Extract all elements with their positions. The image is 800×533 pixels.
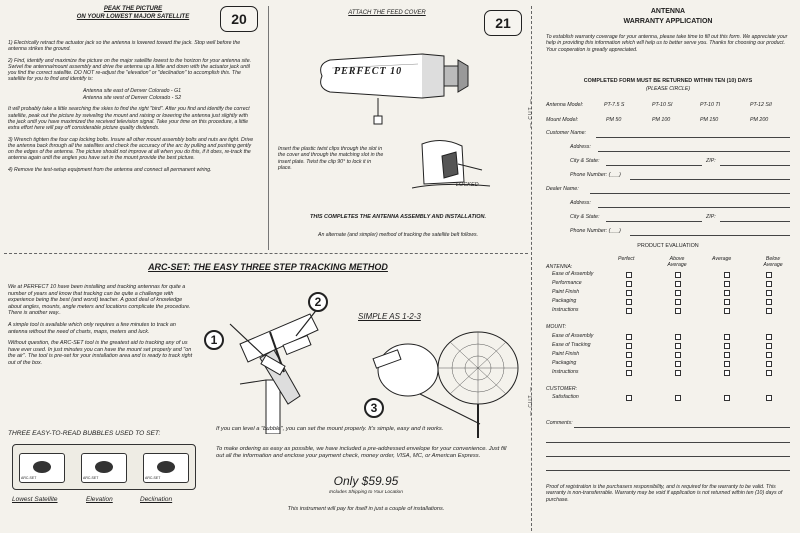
pays-for-itself: This instrument will pay for itself in just a couple of installations. — [287, 506, 445, 512]
evaluation-checkbox[interactable] — [724, 290, 730, 296]
mount-model-option[interactable]: PM 150 — [700, 117, 719, 123]
bubble-label-declination: Declination — [140, 496, 173, 503]
evaluation-checkbox[interactable] — [675, 281, 681, 287]
comments-label: Comments: — [546, 420, 573, 426]
evaluation-checkbox[interactable] — [766, 370, 772, 376]
customer-name-label: Customer Name: — [546, 130, 587, 136]
step-1-text: 1) Electrically retract the actuator jack so the antenna is lowered toward the jack. Stop well before the antenna strikes the ground. — [8, 40, 241, 53]
tool-label-3: ARC-SET — [145, 476, 161, 480]
tool-label-2: ARC-SET — [83, 476, 99, 480]
antenna-group-label: ANTENNA: — [546, 264, 573, 270]
dealer-address-label: Address: — [570, 200, 591, 206]
simple-as-123: SIMPLE AS 1-2-3 — [358, 312, 421, 321]
arc-set-title: ARC-SET: THE EASY THREE STEP TRACKING METHOD — [148, 262, 388, 272]
warranty-title-1: ANTENNA — [650, 8, 686, 15]
antenna-eval-item: Performance — [552, 280, 582, 286]
comments-field[interactable] — [574, 427, 790, 428]
bubble-label-lowest-satellite: Lowest Satellite — [12, 496, 58, 503]
comments-line[interactable] — [546, 470, 790, 471]
bubble-3-icon — [157, 461, 175, 473]
evaluation-checkbox[interactable] — [626, 361, 632, 367]
evaluation-checkbox[interactable] — [675, 352, 681, 358]
evaluation-checkbox[interactable] — [766, 281, 772, 287]
callout-3: 3 — [364, 398, 384, 418]
dealer-city-label: City & State: — [570, 214, 600, 220]
dealer-address-field[interactable] — [598, 207, 790, 208]
evaluation-checkbox[interactable] — [626, 290, 632, 296]
customer-eval-item: Satisfaction — [552, 394, 579, 400]
customer-zip-label: ZIP: — [706, 158, 716, 164]
feed-cover-illustration — [312, 36, 472, 136]
customer-name-field[interactable] — [596, 137, 790, 138]
brand-logo: PERFECT 10 — [334, 66, 403, 77]
evaluation-checkbox[interactable] — [766, 343, 772, 349]
page-20-subtitle: ON YOUR LOWEST MAJOR SATELLITE — [76, 14, 190, 20]
evaluation-checkbox[interactable] — [766, 395, 772, 401]
proof-of-registration: Proof of registration is the purchasers responsibility, and is required for the warranty to be valid. This warranty is non-transferrable. Warranty may be void if application is not returned within ten (10) days of purchase. — [546, 484, 783, 503]
evaluation-checkbox[interactable] — [675, 290, 681, 296]
page-20 — [8, 6, 264, 250]
assembly-complete: THIS COMPLETES THE ANTENNA ASSEMBLY AND INSTALLATION. — [310, 214, 486, 220]
dealer-zip-field[interactable] — [720, 221, 790, 222]
dealer-zip-label: ZIP: — [706, 214, 716, 220]
evaluation-checkbox[interactable] — [675, 272, 681, 278]
dealer-name-field[interactable] — [590, 193, 790, 194]
evaluation-checkbox[interactable] — [724, 272, 730, 278]
evaluation-checkbox[interactable] — [766, 272, 772, 278]
antenna-model-option[interactable]: PT-10 SI — [652, 102, 673, 108]
customer-address-label: Address: — [570, 144, 591, 150]
customer-group-label: CUSTOMER: — [546, 386, 578, 392]
customer-phone-field[interactable] — [630, 179, 790, 180]
section-divider — [4, 253, 528, 254]
evaluation-checkbox[interactable] — [626, 395, 632, 401]
page-21 — [272, 6, 524, 250]
evaluation-checkbox[interactable] — [724, 281, 730, 287]
twist-clip-illustration — [412, 134, 492, 194]
mount-eval-item: Ease of Tracking — [552, 342, 591, 348]
customer-phone-label: Phone Number: (___) — [570, 172, 621, 178]
warranty-application — [540, 6, 796, 528]
customer-city-label: City & State: — [570, 158, 600, 164]
please-circle: (PLEASE CIRCLE) — [645, 86, 691, 92]
page-divider — [268, 6, 269, 250]
dealer-name-label: Dealer Name: — [546, 186, 579, 192]
evaluation-checkbox[interactable] — [675, 299, 681, 305]
antenna-model-option[interactable]: PT-7.5 S — [604, 102, 625, 108]
antenna-eval-item: Paint Finish — [552, 289, 580, 295]
arc-set-tool-front — [12, 444, 196, 490]
callout-1: 1 — [204, 330, 224, 350]
evaluation-checkbox[interactable] — [675, 334, 681, 340]
evaluation-checkbox[interactable] — [675, 395, 681, 401]
cut-label-bottom: — CUT — — [527, 386, 534, 416]
eval-col-average: Average — [712, 256, 732, 262]
evaluation-checkbox[interactable] — [675, 361, 681, 367]
level-bubble-text: If you can level a "bubble", you can set the mount properly. It's simple, easy and it works. — [216, 426, 444, 432]
evaluation-checkbox[interactable] — [724, 395, 730, 401]
antenna-eval-item: Instructions — [552, 307, 579, 313]
evaluation-checkbox[interactable] — [626, 281, 632, 287]
ordering-text: To make ordering as easy as possible, we have included a pre-addressed envelope for your convenience. Just fill out all the information and enclose your payment check, money order, VISA, MC, or American Express. — [216, 446, 507, 459]
evaluation-checkbox[interactable] — [724, 352, 730, 358]
mount-group-label: MOUNT: — [546, 324, 567, 330]
step-3-text: 3) Wrench tighten the four cap locking bolts. Insure all other mount assembly bolts and nuts are tight. Drive the antenna back through all the satellites and check the accuracy of the arc by pulling and pushing gently on the edges of the antenna. The picture should not improve at all when you do this, if it does, re-track the antenna again until the angles you have set in the mount provide the best picture. — [8, 136, 254, 162]
evaluation-checkbox[interactable] — [626, 343, 632, 349]
mount-model-option[interactable]: PM 100 — [652, 117, 671, 123]
mount-eval-item: Instructions — [552, 369, 579, 375]
mount-eval-item: Ease of Assembly — [552, 333, 594, 339]
satellite-east: Antenna site east of Denver Colorado - G1 — [82, 87, 182, 94]
evaluation-checkbox[interactable] — [626, 272, 632, 278]
return-notice: COMPLETED FORM MUST BE RETURNED WITHIN TEN (10) DAYS — [583, 78, 753, 84]
alternate-method-text: An alternate (and simpler) method of tracking the satellite belt follows. — [317, 232, 479, 238]
customer-city-field[interactable] — [606, 165, 702, 166]
antenna-model-option[interactable]: PT-10 TI — [700, 102, 721, 108]
evaluation-checkbox[interactable] — [675, 343, 681, 349]
warranty-title-2: WARRANTY APPLICATION — [623, 18, 713, 25]
arc-set-simple-tool: A simple tool is available which only requires a few minutes to track an antenna without the need of charts, maps, meters and luck. — [8, 321, 176, 335]
twist-clip-instructions: Insert the plastic twist clips through the slot in the cover and through the matching slot in the insert plate. Twist the clip 90° to lock it in place. — [278, 146, 384, 171]
evaluation-checkbox[interactable] — [766, 352, 772, 358]
customer-address-field[interactable] — [598, 151, 790, 152]
antenna-model-label: Antenna Model: — [546, 102, 584, 108]
mount-model-option[interactable]: PM 200 — [750, 117, 769, 123]
warranty-intro: To establish warranty coverage for your antenna, please take time to fill out this form. We appreciate your help in providing this information which will help us to better serve you. Thanks for choosing our product. Your cooperation is greatly appreciated. — [546, 34, 788, 53]
comments-line[interactable] — [546, 456, 790, 457]
evaluation-checkbox[interactable] — [626, 370, 632, 376]
step-2-text: 2) Find, identify and maximize the picture on the major satellite lowest to the horizon for your antenna site. Swivel the antenna/mount assembly and drive the antenna up a little and down with the actuator jack until you find the correct satellite. DO NOT re-adjust the "elevation" or "declination" to accomplish this. The satellite for you to find and identify is: — [8, 57, 252, 83]
evaluation-checkbox[interactable] — [724, 308, 730, 314]
price: Only $59.95 — [333, 474, 399, 488]
antenna-model-option[interactable]: PT-12 SII — [750, 102, 772, 108]
comments-line[interactable] — [546, 442, 790, 443]
locked-label: LOCKED — [456, 182, 479, 188]
evaluation-checkbox[interactable] — [626, 299, 632, 305]
evaluation-checkbox[interactable] — [766, 299, 772, 305]
mount-model-label: Mount Model: — [546, 117, 579, 123]
tool-label-1: ARC-SET — [21, 476, 37, 480]
product-evaluation-title: PRODUCT EVALUATION — [637, 243, 699, 249]
evaluation-checkbox[interactable] — [626, 334, 632, 340]
evaluation-checkbox[interactable] — [724, 361, 730, 367]
page-21-title: ATTACH THE FEED COVER — [348, 10, 426, 16]
mount-eval-item: Paint Finish — [552, 351, 580, 357]
bubble-1-icon — [33, 461, 51, 473]
bubble-2-icon — [95, 461, 113, 473]
page-number-20: 20 — [220, 6, 258, 32]
evaluation-checkbox[interactable] — [675, 308, 681, 314]
bubbles-title: THREE EASY-TO-READ BUBBLES USED TO SET: — [8, 430, 161, 437]
evaluation-checkbox[interactable] — [724, 370, 730, 376]
evaluation-checkbox[interactable] — [626, 352, 632, 358]
mount-illustration — [200, 284, 350, 434]
arc-set-intro: We at PERFECT 10 have been installing and tracking antennas for quite a number of years and know that tracking can be quite a challenge with experience being the best (and worst) teacher. A good deal of knowledge about angles, mounts, angle meters and locations complicate the procedure. There is another way.. — [8, 284, 191, 317]
evaluation-checkbox[interactable] — [675, 370, 681, 376]
dealer-phone-field[interactable] — [630, 235, 790, 236]
mount-model-option[interactable]: PM 50 — [606, 117, 622, 123]
page-20-title: PEAK THE PICTURE — [103, 6, 163, 12]
bubble-label-elevation: Elevation — [86, 496, 113, 503]
cut-label-top: — CUT — — [527, 98, 534, 128]
evaluation-checkbox[interactable] — [626, 308, 632, 314]
evaluation-checkbox[interactable] — [766, 290, 772, 296]
page-number-21: 21 — [484, 10, 522, 36]
arc-set-greatest-aid: Without question, the ARC-SET tool is the greatest aid to tracking any of us have ever used. In just minutes you can have the mount set properly and "on the air". The tool is pre-set for your installation area and is ready to track right out of the box. — [8, 340, 193, 366]
page-20-body — [8, 40, 256, 178]
evaluation-checkbox[interactable] — [766, 361, 772, 367]
customer-zip-field[interactable] — [720, 165, 790, 166]
step-4-text: 4) Remove the test-setup equipment from the antenna and connect all permanent wiring. — [8, 166, 212, 173]
dealer-city-field[interactable] — [606, 221, 702, 222]
eval-col-above-average: Above Average — [667, 256, 687, 268]
satellite-west: Antenna site west of Denver Colorado - S2 — [82, 95, 182, 102]
cut-line-left — [531, 6, 532, 531]
evaluation-checkbox[interactable] — [766, 308, 772, 314]
shipping-note: Includes Shipping to Your Location — [329, 490, 403, 495]
evaluation-checkbox[interactable] — [724, 299, 730, 305]
antenna-eval-item: Packaging — [552, 298, 577, 304]
search-text: It will probably take a little searching the skies to find the right "bird". After you find and identify the correct satellite, peak out the picture by swiveling the mount and raising or lowering the antenna just slightly with the jack until you have maximized the received television signal. Take your time on this procedure, a little extra effort here will pay off considerable picture quality dividends. — [8, 106, 250, 132]
arc-set-section — [8, 258, 528, 530]
evaluation-checkbox[interactable] — [724, 343, 730, 349]
dealer-phone-label: Phone Number: (___) — [570, 228, 621, 234]
evaluation-checkbox[interactable] — [766, 334, 772, 340]
antenna-eval-item: Ease of Assembly — [552, 271, 594, 277]
callout-2: 2 — [308, 292, 328, 312]
mount-eval-item: Packaging — [552, 360, 577, 366]
arc-set-body — [8, 284, 194, 372]
eval-col-below-average: Below Average — [763, 256, 783, 268]
eval-col-perfect: Perfect — [618, 256, 635, 262]
evaluation-checkbox[interactable] — [724, 334, 730, 340]
